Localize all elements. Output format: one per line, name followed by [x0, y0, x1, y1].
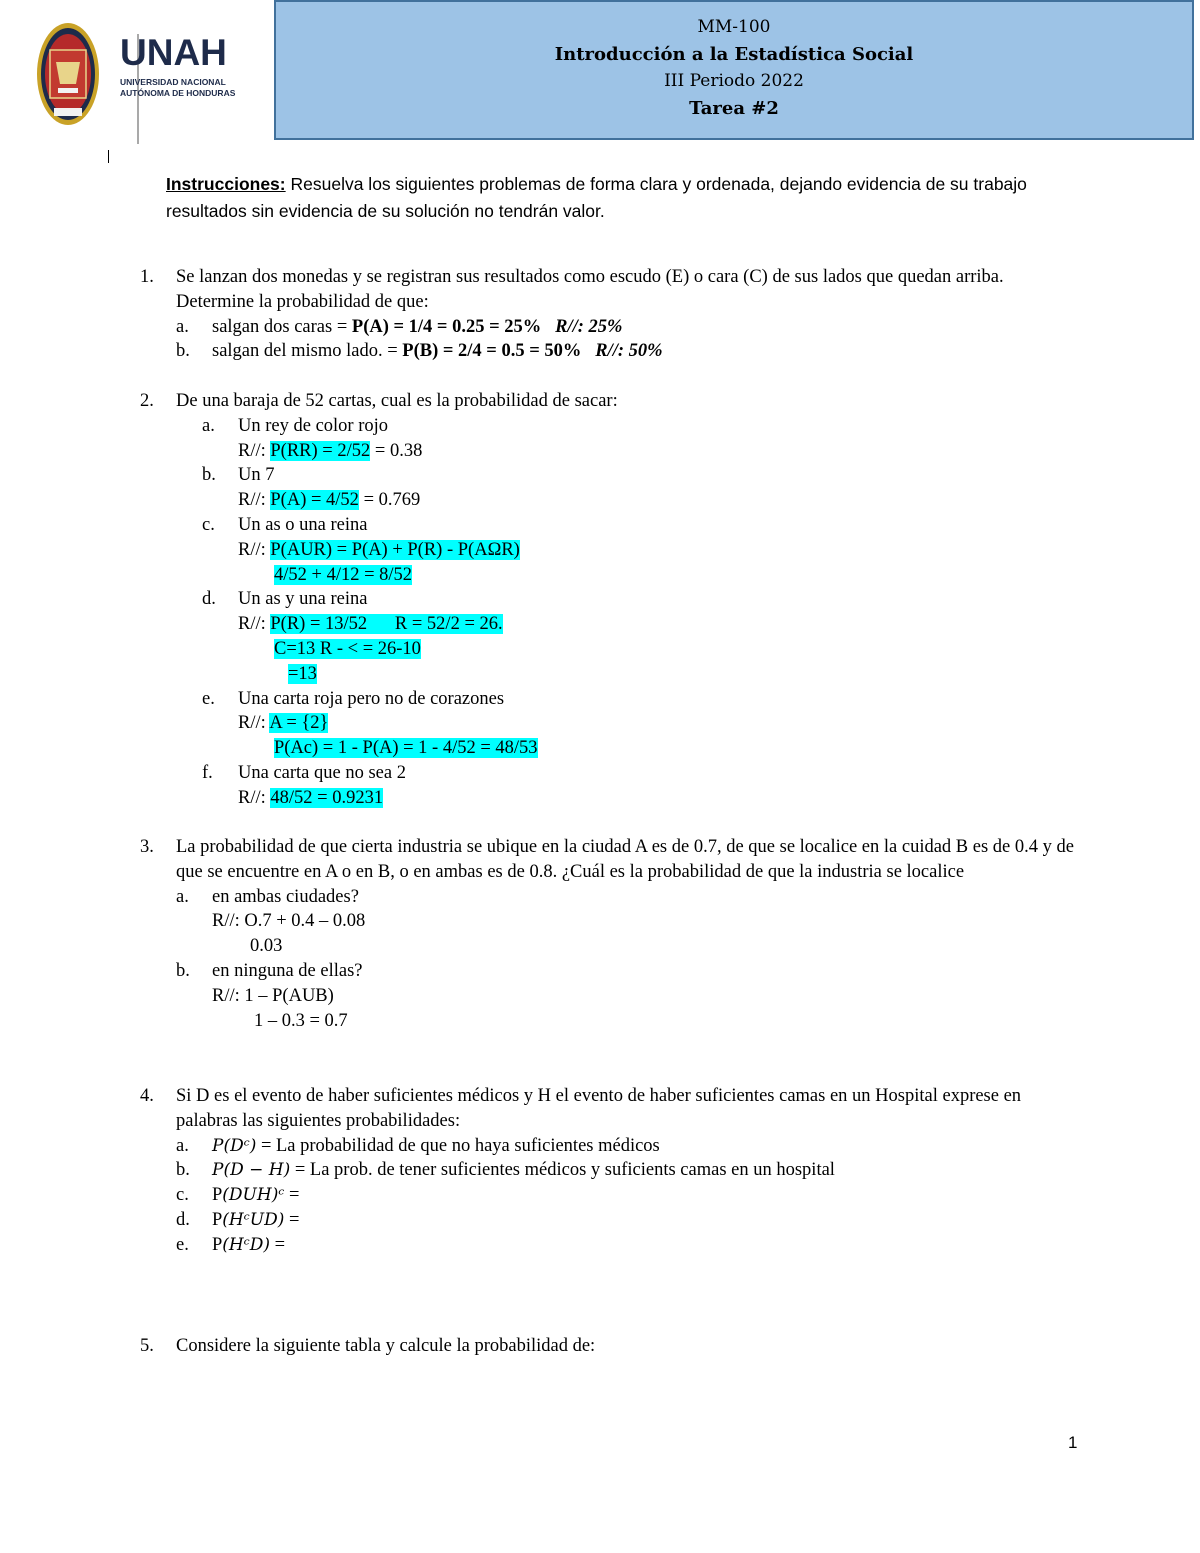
question-4-text: Si D es el evento de haber suficientes médicos y H el evento de haber suficientes camas en un Hospital exprese en palabras las siguientes probabilidades:: [176, 1086, 1022, 1131]
question-2-text: De una baraja de 52 cartas, cual es la probabilidad de sacar:: [176, 391, 618, 411]
question-4c-math: (DUH)ᶜ: [222, 1185, 285, 1206]
question-2c-answer: [238, 538, 1080, 563]
question-1b-answer: R//: 50%: [595, 341, 663, 362]
question-4e: [176, 1233, 1080, 1258]
question-5-text: Considere la siguiente tabla y calcule la probabilidad de:: [176, 1336, 596, 1356]
highlighted-answer: =13: [288, 663, 317, 684]
course-period: III Periodo 2022: [664, 71, 804, 91]
question-3b-letter: b.: [176, 960, 190, 981]
question-4b: [176, 1158, 1080, 1183]
question-3a: [176, 885, 1080, 910]
question-2f-text: Una carta que no sea 2: [238, 762, 406, 783]
question-3b-text: en ninguna de ellas?: [212, 960, 363, 981]
question-1b-calc: P(B) = 2/4 = 0.5 = 50%: [402, 341, 582, 362]
question-2f-letter: f.: [202, 762, 213, 783]
question-4e-letter: e.: [176, 1234, 189, 1255]
highlighted-answer: P(RR) = 2/52: [270, 440, 371, 461]
question-1: [140, 265, 1080, 364]
question-1-text: Se lanzan dos monedas y se registran sus resultados como escudo (E) o cara (C) de sus lados que quedan arriba. Determine la probabilidad de que:: [176, 267, 1004, 312]
task-title: Tarea #2: [689, 98, 779, 119]
question-4c-suffix: =: [284, 1185, 300, 1206]
question-3b-answer: R//: 1 – P(AUB): [212, 985, 334, 1006]
question-3b-answer-line2: 1 – 0.3 = 0.7: [254, 1010, 348, 1031]
question-1b-letter: b.: [176, 341, 190, 362]
question-2d-text: Un as y una reina: [238, 589, 368, 610]
unah-logo: [36, 22, 276, 127]
unah-subtitle-line1: UNIVERSIDAD NACIONAL: [120, 77, 226, 87]
question-2: [140, 389, 1080, 811]
question-2e-answer: [238, 711, 1080, 736]
answer-prefix: R//:: [238, 787, 271, 808]
question-2a-letter: a.: [202, 415, 215, 436]
question-4-number: 4.: [140, 1086, 154, 1106]
question-1a-calc: P(A) = 1/4 = 0.25 = 25%: [351, 316, 542, 337]
question-2d-answer-line3: [238, 662, 1080, 687]
course-code: MM-100: [697, 17, 771, 37]
question-2a-answer: [238, 439, 1080, 464]
question-4a-letter: a.: [176, 1135, 189, 1156]
question-4c-prefix: P: [212, 1185, 223, 1206]
course-title: Introducción a la Estadística Social: [554, 44, 914, 65]
question-3a-letter: a.: [176, 886, 189, 907]
question-2d-answer-line2: [238, 637, 1080, 662]
question-2e-letter: e.: [202, 688, 215, 709]
question-2e-text: Una carta roja pero no de corazones: [238, 688, 505, 709]
highlighted-answer: P(AUR) = P(A) + P(R) - P(AΩR): [270, 539, 520, 560]
question-2c-text: Un as o una reina: [238, 514, 368, 535]
question-2c-answer-line2: [238, 563, 1080, 588]
question-4: [140, 1084, 1080, 1258]
question-4a-text: = La probabilidad de que no haya suficientes médicos: [256, 1135, 660, 1156]
course-header-box: [274, 0, 1194, 140]
question-3: [140, 835, 1080, 1033]
question-1a: [176, 315, 1080, 340]
question-2c-letter: c.: [202, 514, 215, 535]
question-4d-letter: d.: [176, 1209, 190, 1230]
question-2b-answer: [238, 488, 1080, 513]
question-4b-letter: b.: [176, 1160, 190, 1181]
question-2b: [140, 463, 1080, 488]
question-1a-text: salgan dos caras =: [212, 316, 352, 337]
question-4e-prefix: P: [212, 1234, 223, 1255]
unah-subtitle-line2: AUTÓNOMA DE HONDURAS: [120, 88, 236, 98]
instructions-label: Instrucciones:: [166, 174, 286, 194]
question-4e-suffix: =: [270, 1234, 286, 1255]
question-2b-text: Un 7: [238, 465, 275, 486]
answer-prefix: R//:: [238, 713, 270, 734]
question-2e: [140, 687, 1080, 712]
answer-prefix: R//:: [238, 539, 271, 560]
question-2a-text: Un rey de color rojo: [238, 415, 389, 436]
question-2a: [140, 414, 1080, 439]
question-1a-answer: R//: 25%: [555, 316, 623, 337]
page-number: 1: [1068, 1433, 1078, 1452]
highlighted-answer: C=13 R - < = 26-10: [274, 638, 421, 659]
question-1-number: 1.: [140, 267, 154, 287]
question-1a-letter: a.: [176, 316, 189, 337]
question-3-number: 3.: [140, 837, 154, 857]
question-2-number: 2.: [140, 391, 154, 411]
highlighted-answer: P(A) = 4/52: [270, 490, 359, 511]
highlighted-answer: 4/52 + 4/12 = 8/52: [274, 564, 413, 585]
question-2b-letter: b.: [202, 465, 216, 486]
question-1b-text: salgan del mismo lado. =: [212, 341, 403, 362]
instructions-text: Resuelva los siguientes problemas de forma clara y ordenada, dejando evidencia de su trabajo resultados sin evidencia de su solución no tendrán valor.: [166, 174, 1027, 221]
question-4b-math: P(D − H): [212, 1160, 291, 1181]
unah-seal-icon: [36, 22, 100, 126]
answer-rest: = 0.769: [358, 490, 421, 511]
question-2c: [140, 513, 1080, 538]
question-4d-prefix: P: [212, 1209, 223, 1230]
question-2f: [140, 761, 1080, 786]
question-1b: [176, 339, 1080, 364]
question-4d: [176, 1208, 1080, 1233]
answer-prefix: R//:: [238, 440, 271, 461]
answer-prefix: R//:: [238, 490, 271, 511]
question-4a-math: P(Dᶜ): [212, 1135, 257, 1156]
question-2d-letter: d.: [202, 589, 216, 610]
question-4c-letter: c.: [176, 1185, 189, 1206]
question-3a-answer-line2: 0.03: [250, 936, 283, 957]
question-5: [140, 1334, 1080, 1359]
question-3a-answer: R//: O.7 + 0.4 – 0.08: [212, 911, 366, 932]
highlighted-answer: P(R) = 13/52 R = 52/2 = 26.: [270, 614, 503, 635]
question-3-text: La probabilidad de que cierta industria se ubique en la ciudad A es de 0.7, de que se localice en la cuidad B es de 0.4 y de que se encuentre en A o en B, o en ambas es de 0.8. ¿Cuál es la probabilidad de que la industria se localice: [176, 837, 1074, 882]
question-4a: [176, 1134, 1080, 1159]
question-5-number: 5.: [140, 1336, 154, 1356]
question-2e-answer-line2: [238, 736, 1080, 761]
unah-wordmark: UNAH: [120, 32, 227, 73]
question-4b-text: = La prob. de tener suficientes médicos y suficients camas en un hospital: [290, 1160, 835, 1181]
question-3b: [176, 959, 1080, 984]
question-3a-text: en ambas ciudades?: [212, 886, 359, 907]
question-4c: [176, 1183, 1080, 1208]
highlighted-answer: 48/52 = 0.9231: [270, 787, 384, 808]
text-cursor: [108, 150, 109, 163]
question-4d-suffix: =: [284, 1209, 300, 1230]
answer-prefix: R//:: [238, 614, 271, 635]
question-2d-answer: [238, 612, 1080, 637]
question-4e-math: (HᶜD): [222, 1234, 271, 1255]
question-4d-math: (HᶜUD): [222, 1209, 285, 1230]
highlighted-answer: P(Ac) = 1 - P(A) = 1 - 4/52 = 48/53: [274, 738, 538, 759]
unah-subtitle: [120, 77, 260, 99]
instructions: [166, 171, 1066, 225]
answer-rest: = 0.38: [370, 440, 423, 461]
highlighted-answer: A = {2}: [269, 713, 329, 734]
question-2d: [140, 587, 1080, 612]
question-2f-answer: [238, 786, 1080, 811]
